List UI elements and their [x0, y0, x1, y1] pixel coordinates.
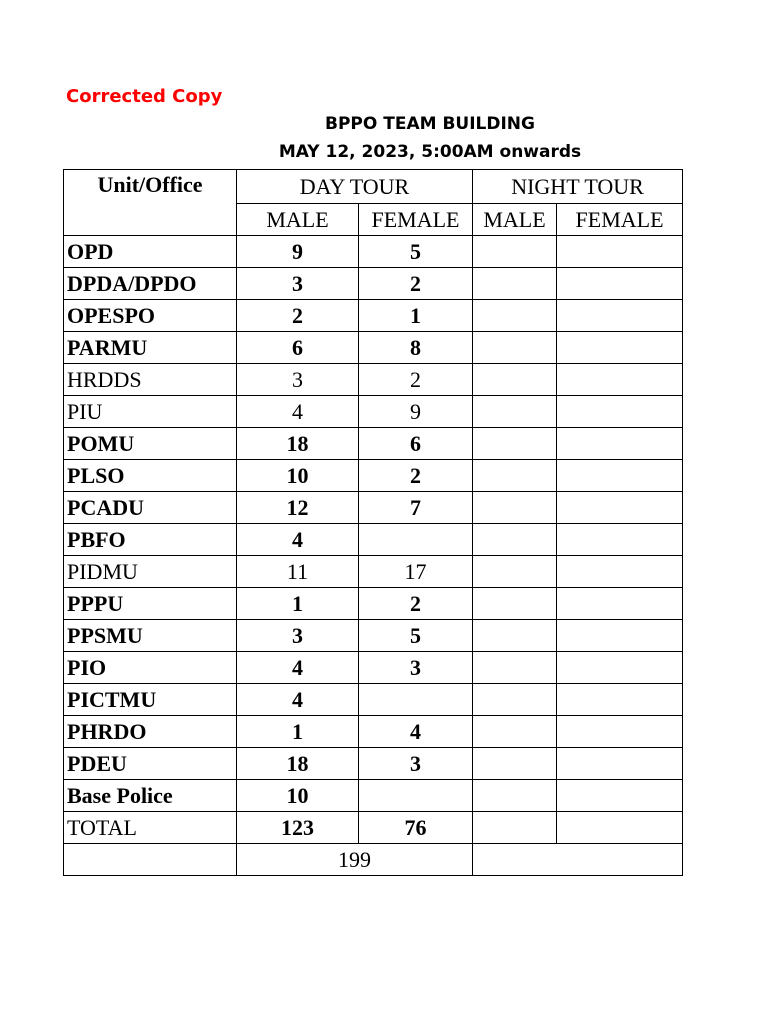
day-male-cell: 4: [237, 652, 359, 684]
total-row: [64, 812, 683, 844]
unit-office-header: Unit/Office: [64, 170, 237, 236]
day-male-cell: 11: [237, 556, 359, 588]
night-male-cell: [473, 428, 557, 460]
day-female-cell: 2: [359, 364, 473, 396]
night-male-header: MALE: [473, 204, 557, 236]
night-female-cell: [557, 524, 683, 556]
night-female-cell: [557, 556, 683, 588]
table-row: [64, 428, 683, 460]
night-male-cell: [473, 524, 557, 556]
day-male-cell: 1: [237, 716, 359, 748]
day-male-header: MALE: [237, 204, 359, 236]
day-tour-header: DAY TOUR: [237, 170, 473, 204]
day-female-cell: 6: [359, 428, 473, 460]
day-female-cell: [359, 684, 473, 716]
night-male-cell: [473, 492, 557, 524]
unit-cell: PDEU: [64, 748, 237, 780]
night-male-cell: [473, 748, 557, 780]
unit-cell: Base Police: [64, 780, 237, 812]
total-night-female: [557, 812, 683, 844]
day-female-cell: 5: [359, 620, 473, 652]
day-male-cell: 10: [237, 780, 359, 812]
day-female-cell: 5: [359, 236, 473, 268]
day-female-cell: 1: [359, 300, 473, 332]
night-female-cell: [557, 652, 683, 684]
day-female-cell: 2: [359, 268, 473, 300]
night-male-cell: [473, 300, 557, 332]
day-male-cell: 3: [237, 268, 359, 300]
day-male-cell: 18: [237, 748, 359, 780]
table-row: [64, 236, 683, 268]
table-row: [64, 492, 683, 524]
unit-cell: DPDA/DPDO: [64, 268, 237, 300]
night-female-cell: [557, 492, 683, 524]
unit-cell: PPPU: [64, 588, 237, 620]
total-night-male: [473, 812, 557, 844]
table-row: [64, 748, 683, 780]
day-male-cell: 4: [237, 524, 359, 556]
grand-total-night: [473, 844, 683, 876]
day-male-cell: 6: [237, 332, 359, 364]
night-female-cell: [557, 780, 683, 812]
grand-total-day: 199: [237, 844, 473, 876]
corrected-copy-note: Corrected Copy: [66, 86, 223, 107]
table-row: [64, 716, 683, 748]
unit-cell: PPSMU: [64, 620, 237, 652]
night-male-cell: [473, 396, 557, 428]
total-day-male: 123: [237, 812, 359, 844]
night-female-cell: [557, 460, 683, 492]
day-female-cell: 2: [359, 460, 473, 492]
unit-cell: POMU: [64, 428, 237, 460]
unit-cell: PARMU: [64, 332, 237, 364]
table-row: [64, 460, 683, 492]
unit-cell: OPESPO: [64, 300, 237, 332]
day-male-cell: 10: [237, 460, 359, 492]
unit-cell: PHRDO: [64, 716, 237, 748]
table-row: [64, 780, 683, 812]
unit-cell: PIDMU: [64, 556, 237, 588]
day-male-cell: 4: [237, 684, 359, 716]
grand-total-label: [64, 844, 237, 876]
night-female-header: FEMALE: [557, 204, 683, 236]
table-row: [64, 556, 683, 588]
unit-cell: PLSO: [64, 460, 237, 492]
day-female-cell: 3: [359, 652, 473, 684]
day-female-cell: 3: [359, 748, 473, 780]
document-title: BPPO TEAM BUILDING: [325, 114, 535, 134]
day-male-cell: 3: [237, 620, 359, 652]
unit-cell: OPD: [64, 236, 237, 268]
night-tour-header: NIGHT TOUR: [473, 170, 683, 204]
night-female-cell: [557, 364, 683, 396]
night-male-cell: [473, 556, 557, 588]
unit-cell: PBFO: [64, 524, 237, 556]
table-row: [64, 588, 683, 620]
night-female-cell: [557, 428, 683, 460]
table-header-row: [64, 170, 683, 204]
night-female-cell: [557, 588, 683, 620]
night-male-cell: [473, 684, 557, 716]
day-male-cell: 12: [237, 492, 359, 524]
table-row: [64, 524, 683, 556]
unit-cell: HRDDS: [64, 364, 237, 396]
night-male-cell: [473, 652, 557, 684]
night-female-cell: [557, 268, 683, 300]
night-female-cell: [557, 716, 683, 748]
table-row: [64, 620, 683, 652]
day-male-cell: 1: [237, 588, 359, 620]
day-female-header: FEMALE: [359, 204, 473, 236]
unit-cell: PICTMU: [64, 684, 237, 716]
night-female-cell: [557, 396, 683, 428]
night-male-cell: [473, 332, 557, 364]
day-female-cell: 4: [359, 716, 473, 748]
table-row: [64, 652, 683, 684]
night-female-cell: [557, 300, 683, 332]
day-male-cell: 2: [237, 300, 359, 332]
day-female-cell: [359, 780, 473, 812]
night-male-cell: [473, 716, 557, 748]
total-day-female: 76: [359, 812, 473, 844]
night-male-cell: [473, 588, 557, 620]
night-male-cell: [473, 268, 557, 300]
day-female-cell: 2: [359, 588, 473, 620]
day-male-cell: 4: [237, 396, 359, 428]
day-male-cell: 9: [237, 236, 359, 268]
night-male-cell: [473, 364, 557, 396]
day-male-cell: 18: [237, 428, 359, 460]
night-male-cell: [473, 460, 557, 492]
day-male-cell: 3: [237, 364, 359, 396]
night-female-cell: [557, 236, 683, 268]
night-female-cell: [557, 748, 683, 780]
table-row: [64, 396, 683, 428]
unit-cell: PIO: [64, 652, 237, 684]
night-male-cell: [473, 780, 557, 812]
table-row: [64, 364, 683, 396]
document-subtitle: MAY 12, 2023, 5:00AM onwards: [278, 142, 582, 162]
day-female-cell: 7: [359, 492, 473, 524]
day-female-cell: 9: [359, 396, 473, 428]
night-female-cell: [557, 684, 683, 716]
night-male-cell: [473, 236, 557, 268]
day-female-cell: 17: [359, 556, 473, 588]
table-row: [64, 684, 683, 716]
table-row: [64, 268, 683, 300]
unit-cell: PCADU: [64, 492, 237, 524]
table-row: [64, 300, 683, 332]
table-row: [64, 332, 683, 364]
total-label: TOTAL: [64, 812, 237, 844]
unit-cell: PIU: [64, 396, 237, 428]
grand-total-row: [64, 844, 683, 876]
day-female-cell: 8: [359, 332, 473, 364]
night-male-cell: [473, 620, 557, 652]
night-female-cell: [557, 620, 683, 652]
attendance-table: [63, 169, 683, 876]
night-female-cell: [557, 332, 683, 364]
table-body: [64, 236, 683, 876]
day-female-cell: [359, 524, 473, 556]
